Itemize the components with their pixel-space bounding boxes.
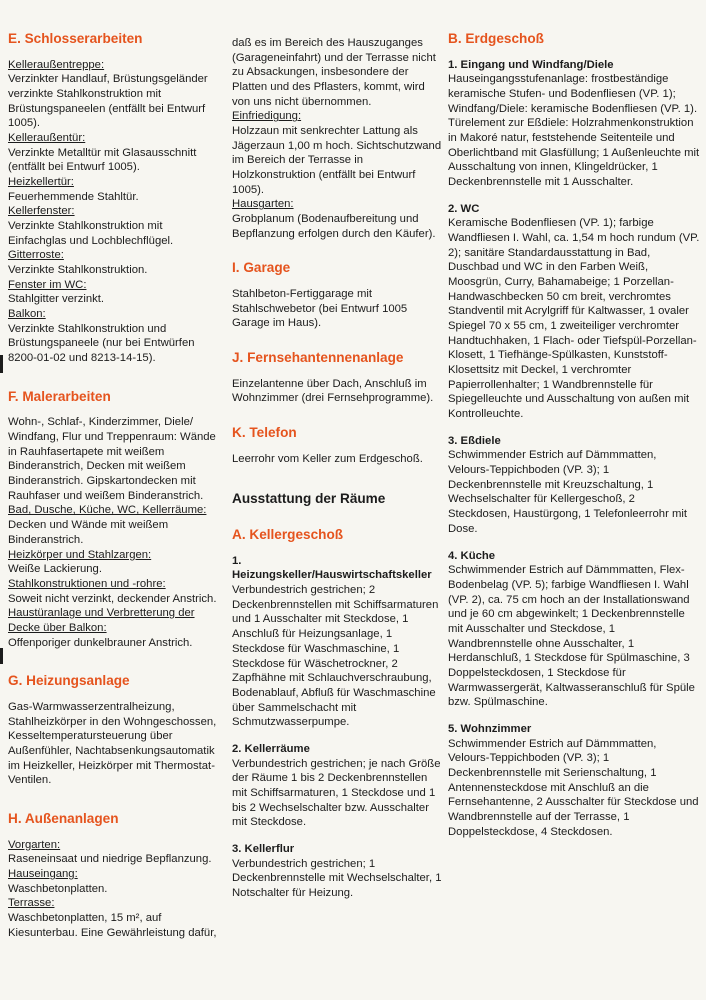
- item-label: Einfriedigung:: [232, 110, 302, 123]
- room-title: 1. Heizungskeller/Hauswirtschaftskeller: [232, 554, 432, 582]
- section-heading-e: E. Schlosserarbeiten: [8, 31, 143, 46]
- item-text: Verzinkte Stahlkonstruktion.: [8, 264, 148, 277]
- item-label: Fenster im WC:: [8, 278, 87, 291]
- section-heading-g: G. Heizungsanlage: [8, 673, 130, 689]
- section-heading-f: F. Malerarbeiten: [8, 388, 111, 404]
- section-heading-a: A. Kellergeschoß: [232, 527, 344, 543]
- edge-mark: [0, 648, 3, 664]
- item-text: Raseneinsaat und niedrige Bepflanzung.: [8, 853, 212, 866]
- item-label: Haustüranlage und Verbretterung der Decke über Balkon:: [8, 607, 195, 634]
- section-heading-b: B. Erdgeschoß: [448, 31, 544, 46]
- column-middle: [232, 36, 444, 901]
- item-text: Verzinkte Metalltür mit Glasausschnitt (entfällt bei Entwurf 1005).: [8, 146, 197, 174]
- room-text: Hauseingangsstufenanlage: frostbeständige keramische Stufen- und Bodenfliesen (VP. 1); Windfang/Diele: keramische Bodenfliesen (VP. 1). Türelement zur Eßdiele: Holzrahmenkonstruktion in Makoré natur, feststehende Seitenteile und Oberlichtband mit Glasfüllung; 1 Außenleuchte mit Ausschaltung von innen, Klingeldrücker, 1 Deckenbrennstelle mit 1 Ausschalter.: [448, 73, 700, 189]
- continued-text: daß es im Bereich des Hauszuganges (Garageneinfahrt) und der Terrasse nicht zu Absackungen, insbesondere der Platten und des Pflasters, kommt, wird von uns nicht übernommen.: [232, 37, 436, 108]
- room-text: Keramische Bodenfliesen (VP. 1); farbige Wandfliesen I. Wahl, ca. 1,54 m hoch rundum (VP. 2); sanitäre Standardausstattung in Bad, Duschbad und WC in den Farben Weiß, Moosgrün, Curry, Bahamabeige; 1 Porzellan-Handwaschbecken 50 cm breit, verchromtes Standventil mit Acrylgriff für Kaltwasser, 1 ovaler Spiegel 70 x 55 cm, 1 zweiteiliger verchromter Handtuchhaken, 1 Flach- oder Tiefspül-Porzellan-Klosett, 1 Tiefhänge-Spülkasten, Kunststoff-Klosettsitz mit Deckel, 1 verchromter Papierrollenhalter; 1 Wandbrennstelle für Spiegelleuchte und Ausschaltung von außen mit Kontrolleuchte.: [448, 217, 700, 421]
- g-text: Gas-Warmwasserzentralheizung, Stahlheizkörper in den Wohngeschossen, Kesseltemperatursteuerung über Außenfühler, Nachtabsenkungsautomatik im Heizkeller, Heizkörper mit Thermostat-Ventilen.: [8, 700, 217, 787]
- item-text: Offenporiger dunkelbrauner Anstrich.: [8, 636, 193, 649]
- item-label: Balkon:: [8, 308, 46, 321]
- column-left: [8, 30, 218, 940]
- item-label: Vorgarten:: [8, 838, 61, 851]
- section-heading-k: K. Telefon: [232, 425, 297, 441]
- column-right: [448, 30, 700, 839]
- room-text: Schwimmender Estrich auf Dämmmatten, Velours-Teppichboden (VP. 3); 1 Deckenbrennstelle mit Kreuzschaltung, 1 Wechselschalter für Kellergeschoß, 2 Steckdosen, Haustürgong, 1 Telefonleerrohr mit Dose.: [448, 449, 688, 535]
- e-items: [8, 58, 218, 366]
- edge-mark: [0, 355, 3, 373]
- section-title: Ausstattung der Räume: [232, 491, 386, 507]
- k-text: Leerrohr vom Keller zum Erdgeschoß.: [232, 452, 423, 465]
- room-text: Verbundestrich gestrichen; 1 Deckenbrennstelle mit Wechselschalter, 1 Notschalter für Heizung.: [232, 857, 442, 899]
- item-label: Gitterroste:: [8, 249, 64, 262]
- item-text: Weiße Lackierung.: [8, 563, 102, 576]
- section-heading-j: J. Fernsehantennenanlage: [232, 350, 404, 366]
- item-label: Bad, Dusche, Küche, WC, Kellerräume:: [8, 504, 207, 517]
- room-text: Verbundestrich gestrichen; 2 Deckenbrennstellen mit Schiffsarmaturen und 1 Ausschalter mit Steckdose, 1 Anschluß für Heizungsanlage, 1 Steckdose für Waschmaschine, 1 Steckdose für Wäschetrockner, 2 Zapfhähne mit Schlauchverschraubung, Bodenablauf, Abfluß für Waschmaschine über Sammelschacht mit Schmutzwasserpumpe.: [232, 584, 439, 729]
- item-label: Kelleraußentür:: [8, 132, 86, 145]
- item-text: Soweit nicht verzinkt, deckender Anstrich.: [8, 592, 217, 605]
- item-text: Verzinkter Handlauf, Brüstungsgeländer verzinkte Stahlkonstruktion mit Brüstungspaneelen (entfällt bei Entwurf 1005).: [8, 73, 208, 130]
- j-text: Einzelantenne über Dach, Anschluß im Wohnzimmer (drei Fernsehprogramme).: [232, 377, 434, 405]
- room-text: Schwimmender Estrich auf Dämmmatten, Flex-Bodenbelag (VP. 5); farbige Wandfliesen I. Wahl (VP. 2), ca. 75 cm hoch an der Installationswand und je 60 cm abgewinkelt; 1 Deckenbrennstelle mit Ausschalter und Steckdose, 1 Wandbrennstelle ohne Ausschalter, 1 Herdanschluß, 1 Steckdose für Spülmaschine, 3 Doppelsteckdosen, 1 Steckdose für Warmwassergerät, Kaltwasseranschluß für Spüle bzw. Spülmaschine.: [448, 564, 695, 709]
- room-title: 1. Eingang und Windfang/Diele: [448, 58, 614, 71]
- room-title: 5. Wohnzimmer: [448, 722, 532, 735]
- item-text: Grobplanum (Bodenaufbereitung und Bepflanzung erfolgen durch den Käufer).: [232, 213, 436, 240]
- f-intro: Wohn-, Schlaf-, Kinderzimmer, Diele/ Windfang, Flur und Treppenraum: Wände in Rauhfasertapete mit weißem Binderanstrich, Decken mit weißem Binderanstrich. Gipskartondecken mit Rauhfaser und weißem Binderanstrich.: [8, 416, 216, 502]
- item-text: Verzinkte Stahlkonstruktion und Brüstungspaneele (nur bei Entwürfen 8200-01-02 und 8213-14-15).: [8, 322, 195, 365]
- item-text: Waschbetonplatten, 15 m², auf Kiesunterbau. Eine Gewährleistung dafür,: [8, 911, 217, 939]
- h-items-cont: [232, 109, 444, 241]
- item-label: Kellerfenster:: [8, 205, 75, 218]
- room-title: 4. Küche: [448, 549, 496, 562]
- item-text: Holzzaun mit senkrechter Lattung als Jägerzaun 1,00 m hoch. Sichtschutzwand im Bereich der Terrasse in Holzkonstruktion (entfällt bei Entwurf 1005).: [232, 125, 442, 196]
- item-label: Heizkellertür:: [8, 176, 74, 189]
- item-label: Hausgarten:: [232, 198, 294, 211]
- item-text: Feuerhemmende Stahltür.: [8, 190, 139, 203]
- item-label: Hauseingang:: [8, 867, 78, 880]
- item-label: Heizkörper und Stahlzargen:: [8, 548, 152, 561]
- item-label: Terrasse:: [8, 897, 55, 910]
- item-text: Verzinkte Stahlkonstruktion mit Einfachglas und Lochblechflügel.: [8, 220, 174, 247]
- item-text: Stahlgitter verzinkt.: [8, 293, 105, 306]
- room-text: Verbundestrich gestrichen; je nach Größe der Räume 1 bis 2 Deckenbrennstellen mit Schiffsarmaturen, 1 Steckdose und 1 bis 2 Wechselschalter bzw. Ausschalter mit Steckdose.: [232, 757, 441, 829]
- h-items: [8, 838, 218, 941]
- section-heading-i: I. Garage: [232, 260, 291, 276]
- room-title: 2. WC: [448, 202, 480, 215]
- i-text: Stahlbeton-Fertiggarage mit Stahlschwebetor (bei Entwurf 1005 Garage im Haus).: [232, 288, 408, 330]
- room-title: 3. Kellerflur: [232, 842, 295, 855]
- item-text: Waschbetonplatten.: [8, 882, 108, 895]
- room-title: 2. Kellerräume: [232, 742, 310, 755]
- room-title: 3. Eßdiele: [448, 434, 501, 447]
- section-heading-h: H. Außenanlagen: [8, 810, 119, 826]
- item-label: Stahlkonstruktionen und -rohre:: [8, 577, 166, 590]
- item-label: Kelleraußentreppe:: [8, 58, 105, 71]
- room-text: Schwimmender Estrich auf Dämmmatten, Velours-Teppichboden (VP. 3); 1 Deckenbrennstelle mit Serienschaltung, 1 Antennensteckdose mit Anschluß an die Fernsehantenne, 2 Ausschalter für Steckdose und Wandbrennstelle auf der Terrasse, 1 Doppelsteckdose, 4 Steckdosen.: [448, 737, 699, 838]
- item-text: Decken und Wände mit weißem Binderanstrich.: [8, 519, 169, 546]
- f-items: [8, 415, 218, 650]
